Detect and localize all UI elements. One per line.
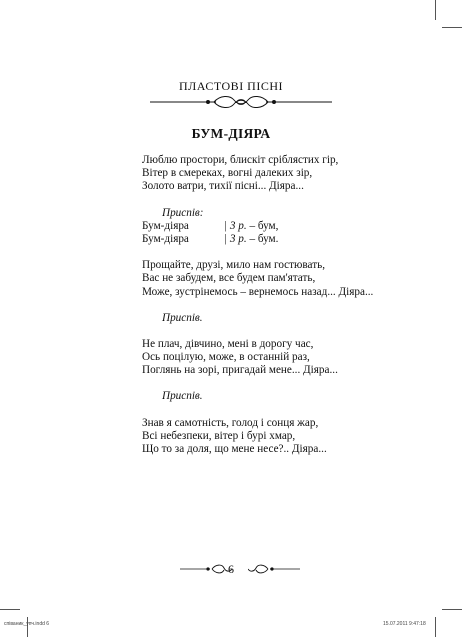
lyric-line: Може, зустрінемось – вернемось назад... Діяра... (142, 285, 374, 298)
crop-mark (27, 617, 28, 637)
chorus-repeat: | 3 р. – бум, (224, 219, 279, 232)
lyric-line: Всі небезпеки, вітер і бурі хмар, (142, 429, 296, 442)
lyric-line: Вас не забудем, все будем пам'ятать, (142, 272, 316, 285)
crop-mark (435, 617, 436, 637)
chorus-label: Приспів: (162, 206, 204, 219)
chorus-reference: Приспів. (162, 311, 203, 324)
song-title: БУМ-ДІЯРА (191, 126, 271, 141)
lyric-line: Вітер в смереках, вогні далеких зір, (142, 167, 313, 180)
chorus-text: Бум-діяра (142, 232, 189, 245)
crop-mark (0, 609, 20, 610)
running-header: ПЛАСТОВІ ПІСНІ (178, 79, 284, 93)
lyric-line: Люблю простори, блискіт сріблястих гір, (142, 154, 339, 166)
footer-ornament-right-icon (248, 562, 300, 576)
print-timestamp: 15.07.2011 9:47:18 (383, 621, 426, 627)
lyric-line: Що то за доля, що мене несе?.. Діяра... (142, 443, 327, 455)
chorus-repeat: | 3 р. – бум. (224, 232, 279, 245)
crop-mark (435, 0, 436, 20)
crop-mark (442, 27, 462, 28)
song-lyrics (142, 154, 442, 456)
print-file-slug: співаник_упч.indd 6 (4, 621, 50, 627)
page-number: 6 (228, 562, 234, 576)
header-ornament-icon (150, 94, 332, 110)
chorus-row (142, 233, 442, 246)
lyric-line: Золото ватри, тихії пісні... Діяра... (142, 180, 304, 193)
lyric-line: Ось поцілую, може, в останній раз, (142, 351, 310, 364)
chorus-row (142, 220, 442, 233)
chorus-text: Бум-діяра (142, 219, 189, 232)
lyric-line: Знав я самотність, голод і сонця жар, (142, 416, 319, 429)
chorus-reference: Приспів. (162, 390, 203, 403)
lyric-line: Поглянь на зорі, пригадай мене... Діяра... (142, 364, 338, 377)
crop-mark (442, 609, 462, 610)
lyric-line: Прощайте, друзі, мило нам гостювать, (142, 259, 325, 272)
lyric-line: Не плач, дівчино, мені в дорогу час, (142, 337, 314, 350)
